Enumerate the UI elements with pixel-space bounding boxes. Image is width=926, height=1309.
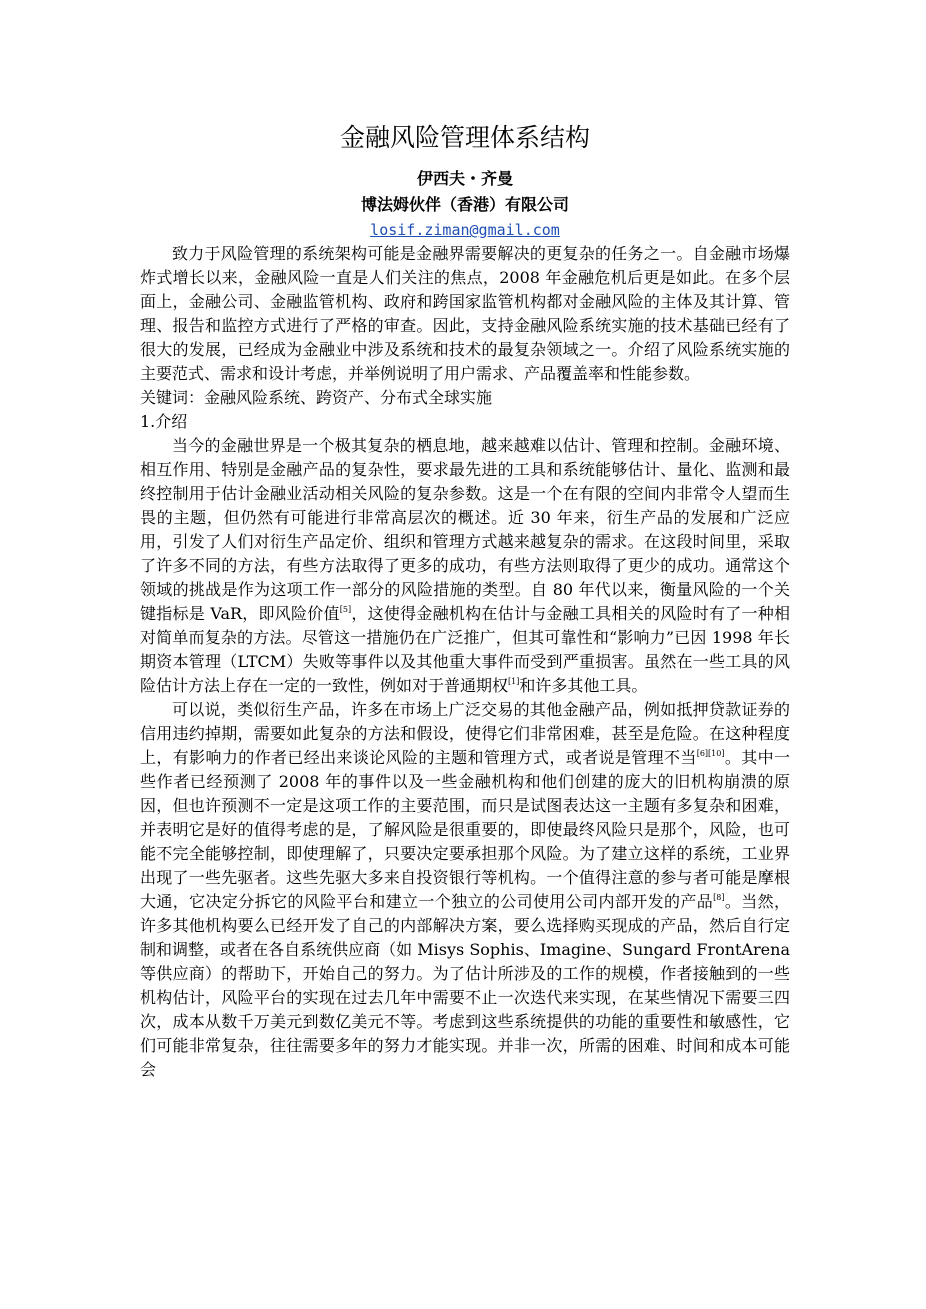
paper-page bbox=[140, 118, 790, 1082]
author-name: 伊西夫・齐曼 bbox=[416, 169, 513, 188]
para2-text-c: 。当然，许多其他机构要么已经开发了自己的内部解决方案，要么选择购买现成的产品，然后自行定制和调整，或者在各自系统供应商（如 Misys Sophis、Imagine、Sungard FrontArena 等供应商）的帮助下，开始自己的努力。为了估计所涉及的工作的规模，作者接触到的一些机构估计，风险平台的实现在过去几年中需要不止一次迭代来实现，在某些情况下需要三四次，成本从数千万美元到数亿美元不等。考虑到这些系统提供的功能的重要性和敏感性，它们可能非常复杂，往往需要多年的努力才能实现。并非一次，所需的困难、时间和成本可能会 bbox=[140, 892, 790, 1079]
citation-6-10[interactable]: [6][10] bbox=[696, 749, 725, 758]
intro-paragraph-1 bbox=[140, 434, 790, 698]
paper-title: 金融风险管理体系结构 bbox=[339, 123, 590, 152]
citation-1[interactable]: [1] bbox=[508, 677, 520, 686]
para2-text-b: 。其中一些作者已经预测了 2008 年的事件以及一些金融机构和他们创建的庞大的旧机构崩溃的原因，但也许预测不一定是这项工作的主要范围，而只是试图表达这一主题有多复杂和困难，并表明它是好的值得考虑的是，了解风险是很重要的，即使最终风险只是那个，风险，也可能不完全能够控制，即使理解了，只要决定要承担那个风险。为了建立这样的系统，工业界出现了一些先驱者。这些先驱大多来自投资银行等机构。一个值得注意的参与者可能是摩根大通，它决定分拆它的风险平台和建立一个独立的公司使用公司内部开发的产品 bbox=[140, 748, 790, 911]
para2-text-a: 可以说，类似衍生产品，许多在市场上广泛交易的其他金融产品，例如抵押贷款证券的信用违约掉期，需要如此复杂的方法和假设，使得它们非常困难，甚至是危险。在这种程度上，有影响力的作者已经出来谈论风险的主题和管理方式，或者说是管理不当 bbox=[140, 700, 790, 767]
section-heading-introduction: 1.介绍 bbox=[140, 412, 188, 431]
email-link[interactable]: losif.ziman@gmail.com bbox=[370, 221, 560, 239]
para1-text-b: ，这使得金融机构在估计与金融工具相关的风险时有了一种相对简单而复杂的方法。尽管这一措施仍在广泛推广，但其可靠性和“影响力”已因 1998 年长期资本管理（LTCM）失败等事件以及其他重大事件而受到严重损害。虽然在一些工具的风险估计方法上存在一定的一致性，例如对于普通期权 bbox=[140, 604, 790, 695]
intro-paragraph-2 bbox=[140, 698, 790, 1082]
abstract-paragraph: 致力于风险管理的系统架构可能是金融界需要解决的更复杂的任务之一。自金融市场爆炸式增长以来，金融风险一直是人们关注的焦点，2008 年金融危机后更是如此。在多个层面上，金融公司、金融监管机构、政府和跨国家监管机构都对金融风险的主体及其计算、管理、报告和监控方式进行了严格的审查。因此，支持金融风险系统实施的技术基础已经有了很大的发展，已经成为金融业中涉及系统和技术的最复杂领域之一。介绍了风险系统实施的主要范式、需求和设计考虑，并举例说明了用户需求、产品覆盖率和性能参数。 bbox=[140, 244, 790, 383]
para1-text-c: 和许多其他工具。 bbox=[519, 676, 648, 695]
author-affiliation: 博法姆伙伴（香港）有限公司 bbox=[360, 195, 569, 214]
citation-8[interactable]: [8] bbox=[713, 893, 725, 902]
para1-text-a: 当今的金融世界是一个极其复杂的栖息地，越来越难以估计、管理和控制。金融环境、相互作用、特别是金融产品的复杂性，要求最先进的工具和系统能够估计、量化、监测和最终控制用于估计金融业活动相关风险的复杂参数。这是一个在有限的空间内非常令人望而生畏的主题，但仍然有可能进行非常高层次的概述。近 30 年来，衍生产品的发展和广泛应用，引发了人们对衍生产品定价、组织和管理方式越来越复杂的需求。在这段时间里，采取了许多不同的方法，有些方法取得了更多的成功，有些方法则取得了更少的成功。通常这个领域的挑战是作为这项工作一部分的风险措施的类型。自 80 年代以来，衡量风险的一个关键指标是 VaR，即风险价值 bbox=[140, 436, 790, 623]
author-email bbox=[140, 218, 790, 242]
citation-5[interactable]: [5] bbox=[339, 605, 352, 614]
keywords: 关键词：金融风险系统、跨资产、分布式全球实施 bbox=[140, 388, 493, 407]
